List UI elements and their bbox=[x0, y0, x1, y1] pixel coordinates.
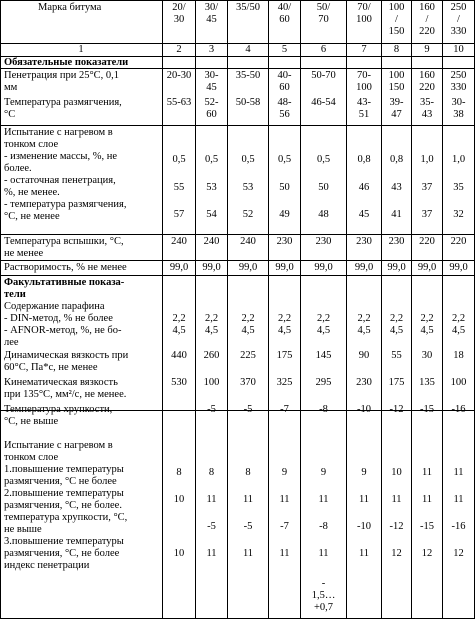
grade-header: 35/50 bbox=[236, 2, 260, 13]
heat3-value: 11 bbox=[318, 548, 329, 559]
retained-penetration-value: 50 bbox=[279, 182, 290, 193]
heat1-value: 11 bbox=[453, 467, 464, 478]
retained-penetration-value: 55 bbox=[173, 182, 185, 193]
heat2-value: 11 bbox=[453, 494, 464, 505]
table-border-left bbox=[0, 0, 1, 619]
penetration-value: 100 150 bbox=[388, 70, 405, 93]
heat2-brittleness-value: -10 bbox=[357, 521, 371, 532]
kinematic-viscosity-value: 100 bbox=[450, 377, 467, 388]
paraffin-value: 2,2 4,5 bbox=[451, 313, 466, 336]
kinematic-viscosity-value: 100 bbox=[203, 377, 220, 388]
softening-value: 55-63 bbox=[166, 97, 192, 108]
heat1-value: 10 bbox=[391, 467, 402, 478]
heat2-brittleness-value: -7 bbox=[280, 521, 289, 532]
dynamic-viscosity-value: 18 bbox=[453, 350, 464, 361]
softening-value: 52- 60 bbox=[204, 97, 219, 120]
softening-after-value: 37 bbox=[421, 209, 433, 220]
dynamic-viscosity-value: 55 bbox=[391, 350, 402, 361]
heat1-value: 8 bbox=[176, 467, 182, 478]
paraffin-value: 2,2 4,5 bbox=[357, 313, 371, 336]
row-label-brittleness: Температура хрупкости, °С, не выше bbox=[4, 404, 113, 427]
flash-point-value: 230 bbox=[388, 236, 405, 247]
heat2-brittleness-value: -16 bbox=[451, 521, 466, 532]
heat1-value: 11 bbox=[421, 467, 433, 478]
brittleness-value: -7 bbox=[280, 404, 289, 415]
heat2-value: 11 bbox=[318, 494, 329, 505]
kinematic-viscosity-value: 530 bbox=[171, 377, 187, 388]
dynamic-viscosity-value: 260 bbox=[203, 350, 220, 361]
flash-point-value: 240 bbox=[203, 236, 220, 247]
mass-change-value: 0,5 bbox=[204, 154, 219, 165]
column-divider bbox=[162, 0, 163, 619]
grade-header: 40/ 60 bbox=[277, 2, 292, 25]
kinematic-viscosity-value: 325 bbox=[276, 377, 293, 388]
retained-penetration-value: 46 bbox=[358, 182, 370, 193]
heat1-value: 8 bbox=[245, 467, 251, 478]
grade-header: 160 / 220 bbox=[419, 2, 435, 37]
paraffin-value: 2,2 4,5 bbox=[172, 313, 186, 336]
solubility-value: 99,0 bbox=[417, 262, 437, 273]
row-divider bbox=[0, 125, 475, 126]
softening-after-value: 45 bbox=[358, 209, 370, 220]
penetration-value: 70- 100 bbox=[356, 70, 372, 93]
heat3-value: 11 bbox=[279, 548, 290, 559]
brittleness-value: -15 bbox=[420, 404, 434, 415]
column-number: 5 bbox=[281, 44, 288, 55]
heat3-value: 12 bbox=[421, 548, 433, 559]
softening-value: 35- 43 bbox=[420, 97, 434, 120]
softening-after-value: 52 bbox=[242, 209, 254, 220]
penetration-value: 250 330 bbox=[450, 70, 467, 93]
heat2-brittleness-value: -8 bbox=[319, 521, 328, 532]
softening-value: 43- 51 bbox=[357, 97, 371, 120]
softening-after-value: 49 bbox=[279, 209, 290, 220]
table-border-top bbox=[0, 0, 475, 1]
brittleness-value: -10 bbox=[357, 404, 371, 415]
heat2-value: 11 bbox=[279, 494, 290, 505]
column-number: 1 bbox=[78, 44, 84, 55]
softening-value: 39- 47 bbox=[389, 97, 404, 120]
flash-point-value: 230 bbox=[356, 236, 372, 247]
flash-point-value: 220 bbox=[419, 236, 435, 247]
paraffin-value: 2,2 4,5 bbox=[277, 313, 292, 336]
mass-change-value: 1,0 bbox=[451, 154, 466, 165]
dynamic-viscosity-value: 440 bbox=[171, 350, 187, 361]
solubility-value: 99,0 bbox=[449, 262, 468, 273]
penetration-value: 20-30 bbox=[166, 70, 192, 81]
softening-value: 46-54 bbox=[311, 97, 336, 108]
row-label-kinematic-viscosity: Кинематическая вязкость при 135°С, мм²/с, не менее. bbox=[4, 377, 127, 400]
flash-point-value: 230 bbox=[315, 236, 332, 247]
row-label-rtfot: Испытание с нагревом в тонком слое - изменение массы, %, не более. - остаточная пенетрация, %, не менее. - температура размягчения, °С, не менее bbox=[4, 127, 127, 222]
row-label-penetration: Пенетрация при 25°С, 0,1 мм bbox=[4, 70, 120, 93]
penetration-value: 160 220 bbox=[419, 70, 435, 93]
heat3-value: 12 bbox=[391, 548, 402, 559]
penetration-index-value: - 1,5… +0,7 bbox=[311, 578, 336, 613]
row-label-solubility: Растворимость, % не менее bbox=[4, 262, 127, 273]
retained-penetration-value: 37 bbox=[421, 182, 433, 193]
mass-change-value: 0,5 bbox=[241, 154, 255, 165]
paraffin-value: 2,2 4,5 bbox=[389, 313, 404, 336]
softening-after-value: 48 bbox=[318, 209, 329, 220]
kinematic-viscosity-value: 175 bbox=[388, 377, 405, 388]
paraffin-value: 2,2 4,5 bbox=[204, 313, 219, 336]
paraffin-value: 2,2 4,5 bbox=[420, 313, 434, 336]
heat2-brittleness-value: -5 bbox=[207, 521, 216, 532]
penetration-value: 30- 45 bbox=[204, 70, 219, 93]
heat2-value: 11 bbox=[242, 494, 254, 505]
column-number: 9 bbox=[424, 44, 430, 55]
heat2-brittleness-value: -15 bbox=[420, 521, 434, 532]
solubility-value: 99,0 bbox=[387, 262, 406, 273]
heat2-brittleness-value: -5 bbox=[243, 521, 253, 532]
flash-point-value: 240 bbox=[240, 236, 256, 247]
dynamic-viscosity-value: 30 bbox=[421, 350, 433, 361]
brittleness-value: -16 bbox=[451, 404, 466, 415]
dynamic-viscosity-value: 145 bbox=[315, 350, 332, 361]
heat3-value: 12 bbox=[453, 548, 464, 559]
penetration-value: 35-50 bbox=[235, 70, 261, 81]
paraffin-value: 2,2 4,5 bbox=[241, 313, 255, 336]
flash-point-value: 240 bbox=[171, 236, 187, 247]
grade-header: 70/ 100 bbox=[356, 2, 372, 25]
column-number: 10 bbox=[453, 44, 464, 55]
heat1-value: 9 bbox=[361, 467, 367, 478]
solubility-value: 99,0 bbox=[238, 262, 258, 273]
heat2-brittleness-value: -12 bbox=[389, 521, 404, 532]
mass-change-value: 0,8 bbox=[357, 154, 371, 165]
mass-change-value: 0,5 bbox=[277, 154, 292, 165]
column-number: 3 bbox=[208, 44, 215, 55]
column-number: 6 bbox=[320, 44, 327, 55]
row-divider bbox=[0, 260, 475, 261]
row-label-paraffin: Содержание парафина - DIN-метод, % не более - AFNOR-метод, %, не бо- лее bbox=[4, 301, 122, 348]
solubility-value: 99,0 bbox=[354, 262, 374, 273]
column-number: 2 bbox=[176, 44, 182, 55]
grade-header: 30/ 45 bbox=[204, 2, 219, 25]
solubility-value: 99,0 bbox=[314, 262, 333, 273]
heat1-value: 9 bbox=[281, 467, 288, 478]
heat2-value: 11 bbox=[206, 494, 217, 505]
dynamic-viscosity-value: 225 bbox=[240, 350, 256, 361]
retained-penetration-value: 53 bbox=[242, 182, 254, 193]
solubility-value: 99,0 bbox=[169, 262, 189, 273]
mass-change-value: 0,8 bbox=[389, 154, 404, 165]
kinematic-viscosity-value: 135 bbox=[419, 377, 435, 388]
penetration-value: 50-70 bbox=[311, 70, 336, 81]
row-divider bbox=[0, 275, 475, 276]
softening-value: 50-58 bbox=[235, 97, 261, 108]
dynamic-viscosity-value: 175 bbox=[276, 350, 293, 361]
heat1-value: 9 bbox=[320, 467, 327, 478]
heat2-value: 11 bbox=[358, 494, 370, 505]
row-label-softening: Температура размягчения, °С bbox=[4, 97, 122, 120]
penetration-value: 40- 60 bbox=[277, 70, 292, 93]
grade-header: 20/ 30 bbox=[172, 2, 186, 25]
row-label-heating-test: Испытание с нагревом в тонком слое 1.повышение температуры размягчения, °С не более 2.повышение температуры размягчения, °С, не более. температура хрупкости, °С, не выше 3.повышение температуры размягчения, °С, не более индекс пенетрации bbox=[4, 440, 128, 571]
row-label-dynamic-viscosity: Динамическая вязкость при 60°С, Па*с, не менее bbox=[4, 350, 129, 373]
softening-value: 30- 38 bbox=[451, 97, 466, 120]
row-label-flash-point: Температура вспышки, °С, не менее bbox=[4, 236, 124, 259]
retained-penetration-value: 35 bbox=[453, 182, 464, 193]
flash-point-value: 230 bbox=[276, 236, 293, 247]
paraffin-value: 2,2 4,5 bbox=[316, 313, 331, 336]
section-title-mandatory: Обязательные показатели bbox=[4, 57, 129, 68]
column-number: 7 bbox=[361, 44, 367, 55]
brittleness-value: -5 bbox=[243, 404, 253, 415]
mass-change-value: 0,5 bbox=[316, 154, 331, 165]
grade-header: 250 / 330 bbox=[450, 2, 467, 37]
solubility-value: 99,0 bbox=[275, 262, 294, 273]
softening-value: 48- 56 bbox=[277, 97, 292, 120]
heat1-value: 8 bbox=[208, 467, 215, 478]
flash-point-value: 220 bbox=[450, 236, 467, 247]
softening-after-value: 57 bbox=[173, 209, 185, 220]
grade-header: 100 / 150 bbox=[388, 2, 405, 37]
row-divider bbox=[0, 234, 475, 235]
brittleness-value: -12 bbox=[389, 404, 404, 415]
retained-penetration-value: 53 bbox=[206, 182, 217, 193]
heat2-value: 11 bbox=[421, 494, 433, 505]
softening-after-value: 41 bbox=[391, 209, 402, 220]
brittleness-value: -8 bbox=[319, 404, 328, 415]
mass-change-value: 1,0 bbox=[420, 154, 434, 165]
brand-column-header: Марка битума bbox=[38, 2, 102, 13]
heat3-value: 10 bbox=[173, 548, 185, 559]
kinematic-viscosity-value: 295 bbox=[315, 377, 332, 388]
column-number: 4 bbox=[245, 44, 251, 55]
brittleness-value: -5 bbox=[207, 404, 216, 415]
kinematic-viscosity-value: 230 bbox=[356, 377, 372, 388]
softening-after-value: 32 bbox=[453, 209, 464, 220]
section-title-optional: Факультативные показа- тели bbox=[4, 277, 125, 300]
retained-penetration-value: 50 bbox=[318, 182, 329, 193]
dynamic-viscosity-value: 90 bbox=[358, 350, 370, 361]
heat2-value: 10 bbox=[173, 494, 185, 505]
heat3-value: 11 bbox=[206, 548, 217, 559]
kinematic-viscosity-value: 370 bbox=[240, 377, 256, 388]
retained-penetration-value: 43 bbox=[391, 182, 402, 193]
heat3-value: 11 bbox=[358, 548, 370, 559]
heat2-value: 11 bbox=[391, 494, 402, 505]
softening-after-value: 54 bbox=[206, 209, 217, 220]
mass-change-value: 0,5 bbox=[172, 154, 186, 165]
heat3-value: 11 bbox=[242, 548, 254, 559]
solubility-value: 99,0 bbox=[202, 262, 221, 273]
column-number: 8 bbox=[393, 44, 400, 55]
grade-header: 50/ 70 bbox=[316, 2, 331, 25]
